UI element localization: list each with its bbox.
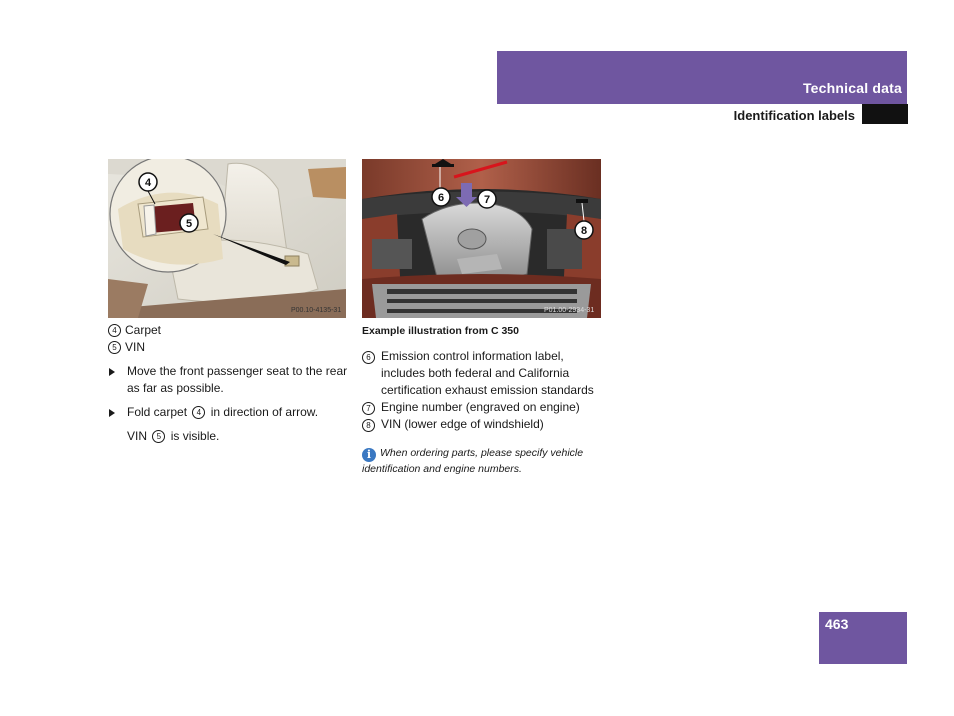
step-text-before: Fold carpet — [127, 405, 188, 419]
note-text: When ordering parts, please specify vehicle identification and engine numbers. — [362, 447, 584, 475]
result-text-before: VIN — [127, 429, 148, 443]
legend-number: 7 — [362, 402, 375, 415]
legend-text: Engine number (engraved on engine) — [381, 400, 580, 414]
right-column — [362, 322, 607, 476]
legend-item — [108, 339, 348, 356]
legend-text: Emission control information label, includes both federal and California certification exhaust emission standards — [381, 349, 594, 397]
passenger-seat-photo — [108, 159, 346, 318]
inline-number: 4 — [192, 406, 205, 419]
inline-number: 5 — [152, 430, 165, 443]
step-text: Move the front passenger seat to the rear as far as possible. — [127, 364, 348, 395]
result-text-after: is visible. — [170, 429, 220, 443]
instruction-step — [108, 404, 348, 421]
legend-item — [362, 399, 607, 416]
legend-text: VIN — [125, 340, 146, 354]
callout-6: 6 — [437, 192, 445, 204]
callout-4: 4 — [144, 177, 152, 189]
page-number: 463 — [825, 616, 849, 632]
photo-code-left: P00.10-4135-31 — [291, 307, 342, 314]
info-icon: i — [362, 448, 376, 462]
section-title: Technical data — [802, 80, 902, 96]
callout-8: 8 — [580, 225, 588, 237]
instruction-step — [108, 363, 348, 397]
callout-7: 7 — [483, 194, 491, 206]
photo-caption: Example illustration from C 350 — [362, 325, 519, 337]
step-arrow-icon — [109, 368, 115, 376]
legend-item — [362, 348, 607, 399]
legend-text: VIN (lower edge of windshield) — [381, 417, 544, 431]
engine-bay-photo — [362, 159, 601, 318]
info-note — [362, 446, 607, 476]
step-arrow-icon — [109, 409, 115, 417]
legend-number: 6 — [362, 351, 375, 364]
legend-number: 8 — [362, 419, 375, 432]
legend-number: 4 — [108, 324, 121, 337]
left-column — [108, 322, 348, 445]
legend-text: Carpet — [125, 323, 162, 337]
callout-5: 5 — [185, 218, 193, 230]
subsection-title: Identification labels — [733, 108, 855, 123]
subsection-marker — [862, 104, 908, 124]
step-result — [108, 428, 348, 445]
legend-number: 5 — [108, 341, 121, 354]
legend-item — [108, 322, 348, 339]
header-band — [497, 51, 907, 104]
photo-code-right: P01.00-2934-31 — [544, 307, 595, 314]
legend-item — [362, 416, 607, 433]
step-text-after: in direction of arrow. — [210, 405, 319, 419]
